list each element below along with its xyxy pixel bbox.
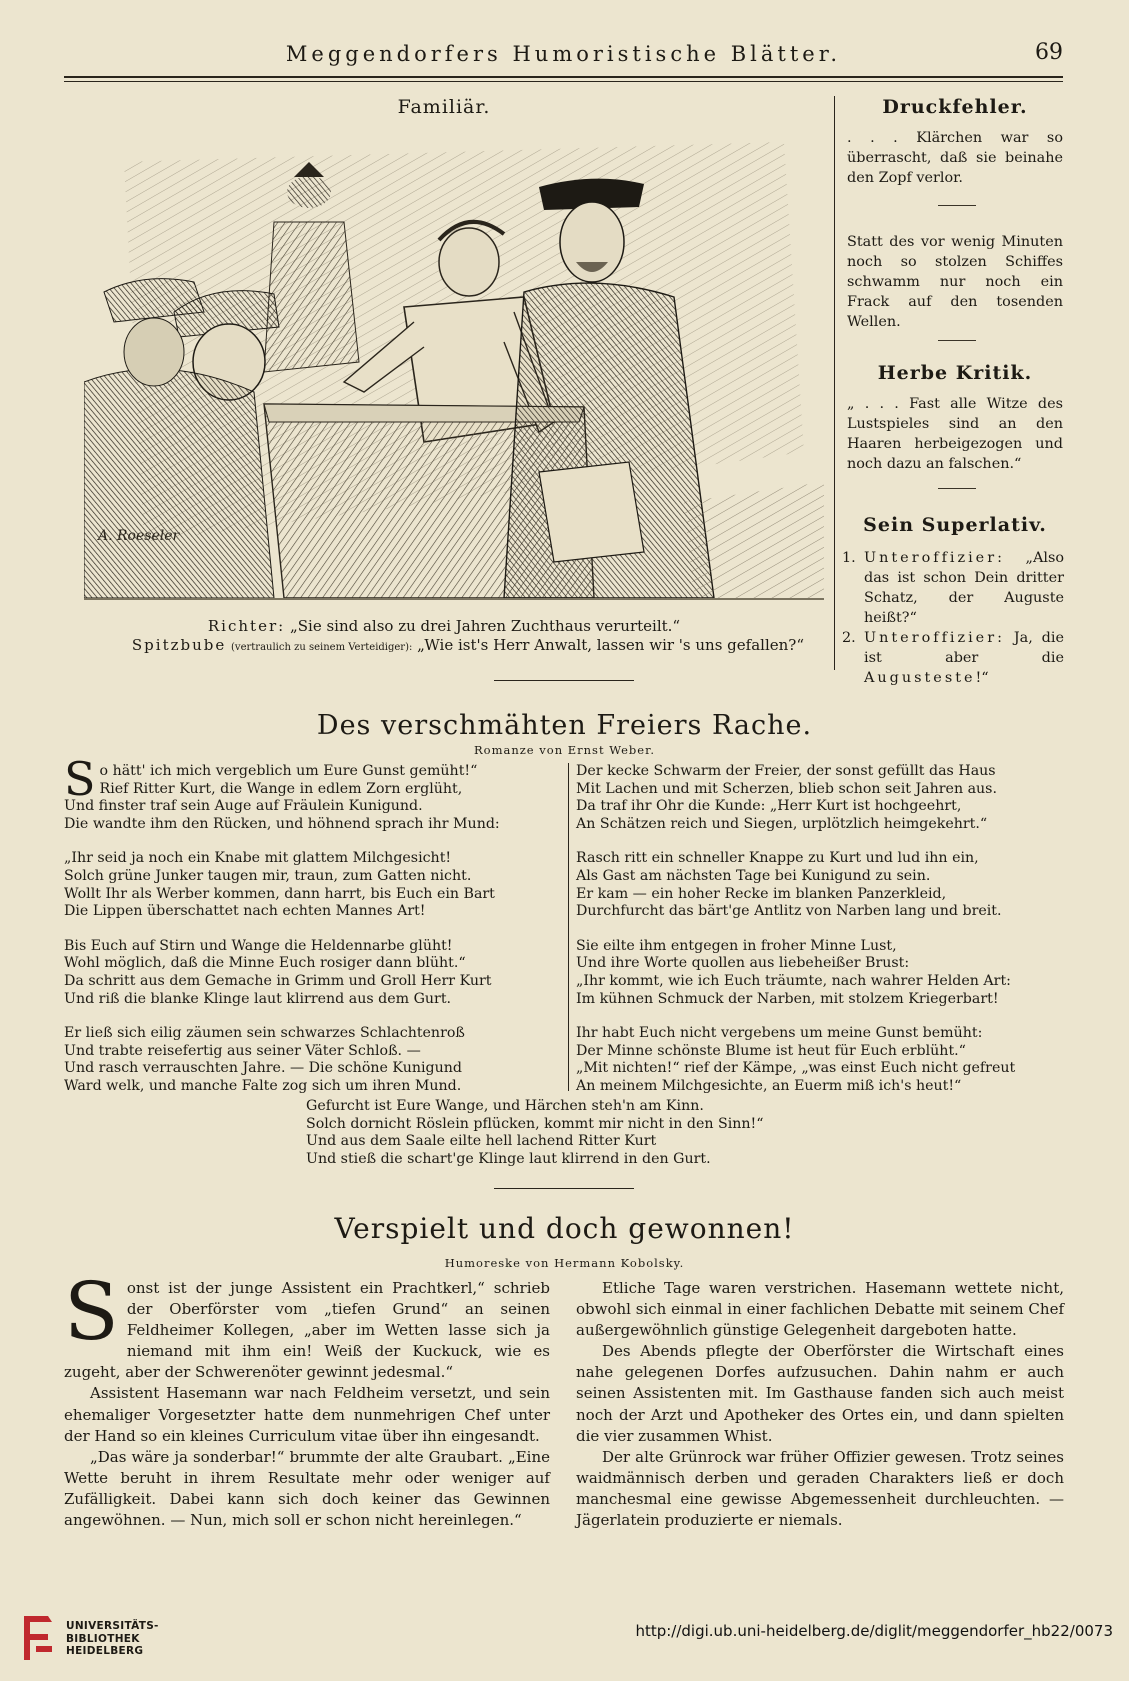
superlativ-item-1: 1. Unteroffizier: „Also das ist schon Dein dritter Schatz, der Auguste heißt?“ bbox=[842, 550, 1064, 626]
poem-line: Ward welk, und manche Falte zog sich um ihren Mund. bbox=[64, 1077, 462, 1094]
poem-line: „Mit nichten!“ rief der Kämpe, „was einst Euch nicht gefreut bbox=[576, 1060, 1016, 1077]
poem-line: Der Minne schönste Blume ist heut für Euch erblüht.“ bbox=[576, 1042, 966, 1059]
druckfehler-text-2: Statt des vor wenig Minuten noch so stolzen Schiffes schwamm nur noch ein Frack auf den tosenden Wellen. bbox=[847, 234, 1063, 330]
source-url-link[interactable]: http://digi.ub.uni-heidelberg.de/diglit/meggendorfer_hb22/0073 bbox=[635, 1622, 1113, 1640]
poem-stanza bbox=[64, 938, 564, 1008]
poem-line: Gefurcht ist Eure Wange, und Härchen steh'n am Kinn. bbox=[306, 1098, 704, 1114]
poem-line: An meinem Milchgesichte, an Euerm miß ich's heut!“ bbox=[576, 1077, 962, 1094]
poem-line: Als Gast am nächsten Tage bei Kunigund zu sein. bbox=[576, 867, 931, 884]
poem-line: Solch grüne Junker taugen mir, traun, zum Gatten nicht. bbox=[64, 867, 472, 884]
poem-line: Wohl möglich, daß die Minne Euch rosiger dann blüht.“ bbox=[64, 955, 466, 972]
courtroom-engraving bbox=[84, 122, 824, 598]
column-divider bbox=[834, 96, 835, 670]
poem-line: Und aus dem Saale eilte hell lachend Ritter Kurt bbox=[306, 1133, 657, 1150]
poem-byline: Romanze von Ernst Weber. bbox=[474, 743, 655, 757]
library-logo[interactable] bbox=[18, 1612, 158, 1668]
superlativ-item-2: 2. Unteroffizier: Ja, die ist aber die Augusteste!“ bbox=[842, 630, 1065, 686]
story-title: Verspielt und doch gewonnen! bbox=[334, 1212, 795, 1245]
poem-stanza bbox=[64, 752, 564, 833]
poem-stanza bbox=[64, 850, 564, 920]
superlativ-heading: Sein Superlativ. bbox=[863, 514, 1047, 536]
speaker-note: (vertraulich zu seinem Verteidiger): bbox=[231, 642, 413, 653]
poem-stanza bbox=[576, 1025, 1066, 1095]
poem-left-column bbox=[64, 752, 564, 1096]
poem-line: Der kecke Schwarm der Freier, der sonst gefüllt das Haus bbox=[576, 763, 996, 779]
poem-line: Bis Euch auf Stirn und Wange die Heldennarbe glüht! bbox=[64, 937, 453, 954]
kritik-text: „ . . . Fast alle Witze des Lustspieles sind an den Haaren herbeigezogen und noch dazu an falschen.“ bbox=[847, 396, 1063, 472]
poem-line: Die Lippen überschattet nach echten Mannes Art! bbox=[64, 903, 426, 920]
sidebar-divider bbox=[938, 205, 976, 206]
poem-title: Des verschmähten Freiers Rache. bbox=[316, 710, 813, 741]
poem-dropcap: S bbox=[64, 752, 96, 806]
poem-line: Und finster traf sein Auge auf Fräulein Kunigund. bbox=[64, 798, 423, 815]
poem-line: Wollt Ihr als Werber kommen, dann harrt, bis Euch ein Bart bbox=[64, 885, 495, 902]
poem-line: Er ließ sich eilig zäumen sein schwarzes Schlachtenroß bbox=[64, 1025, 465, 1042]
sidebar-divider bbox=[938, 488, 976, 489]
cartoon-caption bbox=[66, 617, 822, 657]
kritik-heading: Herbe Kritik. bbox=[877, 362, 1033, 384]
poem-stanza bbox=[306, 1098, 866, 1168]
library-logo-icon bbox=[18, 1612, 58, 1664]
poem-line: Solch dornicht Röslein pflücken, kommt mir nicht in den Sinn!“ bbox=[306, 1115, 764, 1132]
speaker-rascal: Spitzbube bbox=[131, 636, 227, 654]
poem-line: Und rasch verrauschten Jahre. — Die schöne Kunigund bbox=[64, 1060, 462, 1077]
cartoon-illustration bbox=[84, 122, 824, 600]
poem-line: Rasch ritt ein schneller Knappe zu Kurt und lud ihn ein, bbox=[576, 850, 979, 867]
poem-line: Die wandte ihm den Rücken, und höhnend sprach ihr Mund: bbox=[64, 815, 500, 832]
poem-line: Im kühnen Schmuck der Narben, mit stolzem Kriegerbart! bbox=[576, 990, 999, 1007]
poem-line: Da schritt aus dem Gemache in Grimm und Groll Herr Kurt bbox=[64, 972, 492, 989]
poem-line: Und trabte reisefertig aus seiner Väter Schloß. — bbox=[64, 1042, 421, 1059]
poem-stanza bbox=[576, 850, 1066, 920]
poem-stanza bbox=[576, 763, 1066, 833]
poem-line: Durchfurcht das bärt'ge Antlitz von Narben lang und breit. bbox=[576, 903, 1002, 920]
library-logo-text: UNIVERSITÄTS- BIBLIOTHEK HEIDELBERG bbox=[66, 1620, 159, 1657]
poem-line: „Ihr seid ja noch ein Knabe mit glattem Milchgesicht! bbox=[64, 850, 452, 867]
poem-line: Er kam — ein hoher Recke im blanken Panzerkleid, bbox=[576, 885, 947, 902]
druckfehler-heading: Druckfehler. bbox=[882, 96, 1028, 118]
poem-line: An Schätzen reich und Siegen, urplötzlich heimgekehrt.“ bbox=[576, 815, 988, 832]
caption-line-rascal bbox=[66, 636, 822, 657]
journal-title: Meggendorfers Humoristische Blätter. bbox=[285, 42, 842, 66]
poem-line: Und stieß die schart'ge Klinge laut klirrend in den Gurt. bbox=[306, 1150, 711, 1167]
poem-line: Da traf ihr Ohr die Kunde: „Herr Kurt ist hochgeehrt, bbox=[576, 798, 962, 815]
poem-line: Und riß die blanke Klinge laut klirrend aus dem Gurt. bbox=[64, 990, 452, 1007]
section-divider bbox=[494, 680, 634, 681]
story-left-column bbox=[64, 1265, 550, 1531]
poem-line: „Ihr kommt, wie ich Euch träumte, nach wahrer Helden Art: bbox=[576, 972, 1011, 989]
poem-line: Rief Ritter Kurt, die Wange in edlem Zorn erglüht, bbox=[99, 780, 463, 797]
story-byline: Humoreske von Hermann Kobolsky. bbox=[444, 1256, 685, 1270]
caption-line-judge bbox=[66, 617, 822, 636]
rascal-quote: „Wie ist's Herr Anwalt, lassen wir 's uns gefallen?“ bbox=[417, 636, 804, 654]
sidebar-divider bbox=[938, 340, 976, 341]
speaker-judge: Richter: bbox=[207, 617, 286, 635]
poem-final-stanza bbox=[306, 1098, 866, 1168]
header-rule-thin bbox=[64, 81, 1063, 82]
story-dropcap: S bbox=[64, 1265, 119, 1358]
header-rule bbox=[64, 76, 1063, 78]
story-paragraph: Des Abends pflegte der Oberförster die Wirtschaft eines nahe gelegenen Dorfes aufzusuchen. Dahin nahm er auch seinen Assistenten mit. Im Gasthause fanden sich auch meist noch der Arzt und Apotheker des Ortes ein, und dann spielten die vier zusammen Whist. bbox=[576, 1342, 1064, 1445]
poem-line: Und ihre Worte quollen aus liebeheißer Brust: bbox=[576, 955, 910, 972]
running-header bbox=[64, 40, 1063, 70]
cartoon-title: Familiär. bbox=[397, 96, 491, 118]
druckfehler-text-1: . . . Klärchen war so überrascht, daß sie beinahe den Zopf verlor. bbox=[847, 130, 1063, 186]
story-right-column bbox=[576, 1278, 1064, 1531]
story-paragraph: Assistent Hasemann war nach Feldheim versetzt, und sein ehemaliger Vorgesetzter hatte dem nunmehrigen Chef unter der Hand so ein kleines Curriculum vitae über ihn eingesandt. bbox=[64, 1384, 550, 1445]
poem-line: Mit Lachen und mit Scherzen, blieb schon seit Jahren aus. bbox=[576, 780, 997, 797]
poem-line: Sie eilte ihm entgegen in froher Minne Lust, bbox=[576, 937, 897, 954]
poem-right-column bbox=[576, 763, 1066, 1096]
judge-quote: „Sie sind also zu drei Jahren Zuchthaus verurteilt.“ bbox=[289, 617, 681, 635]
poem-column-divider bbox=[568, 763, 569, 1091]
story-paragraph: Der alte Grünrock war früher Offizier gewesen. Trotz seines waidmännisch derben und geraden Charakters ließ er doch manchesmal eine gewisse Abgemessenheit durchleuchten. — Jägerlatein produzierte er niemals. bbox=[576, 1447, 1064, 1530]
superlativ-text bbox=[842, 548, 1064, 688]
artist-signature: A. Roeseler bbox=[98, 528, 180, 544]
page-number: 69 bbox=[1035, 40, 1063, 65]
poem-stanza bbox=[576, 938, 1066, 1008]
story-paragraph: Etliche Tage waren verstrichen. Hasemann wettete nicht, obwohl sich einmal in einer fachlichen Debatte mit seinem Chef außergewöhnlich günstige Gelegenheit dargeboten hatte. bbox=[576, 1279, 1064, 1340]
section-divider bbox=[494, 1188, 634, 1189]
poem-line: Ihr habt Euch nicht vergebens um meine Gunst bemüht: bbox=[576, 1025, 983, 1042]
poem-line: o hätt' ich mich vergeblich um Eure Gunst gemüht!“ bbox=[99, 763, 478, 779]
story-paragraph: Sonst ist der junge Assistent ein Prachtkerl,“ schrieb der Oberförster vom „tiefen Grund“ an seinen Feldheimer Kollegen, „aber im Wetten lasse sich ja niemand mit ihm ein! Weiß der Kuckuck, wie es zugeht, aber der Schwerenöter gewinnt jedesmal.“ bbox=[64, 1265, 550, 1382]
poem-stanza bbox=[64, 1025, 564, 1095]
story-paragraph: „Das wäre ja sonderbar!“ brummte der alte Graubart. „Eine Wette beruht in ihrem Resultate mehr oder weniger auf Zufälligkeit. Dabei kann sich doch keiner das Gewinnen angewöhnen. — Nun, mich soll er schon nicht hereinlegen.“ bbox=[64, 1447, 550, 1530]
